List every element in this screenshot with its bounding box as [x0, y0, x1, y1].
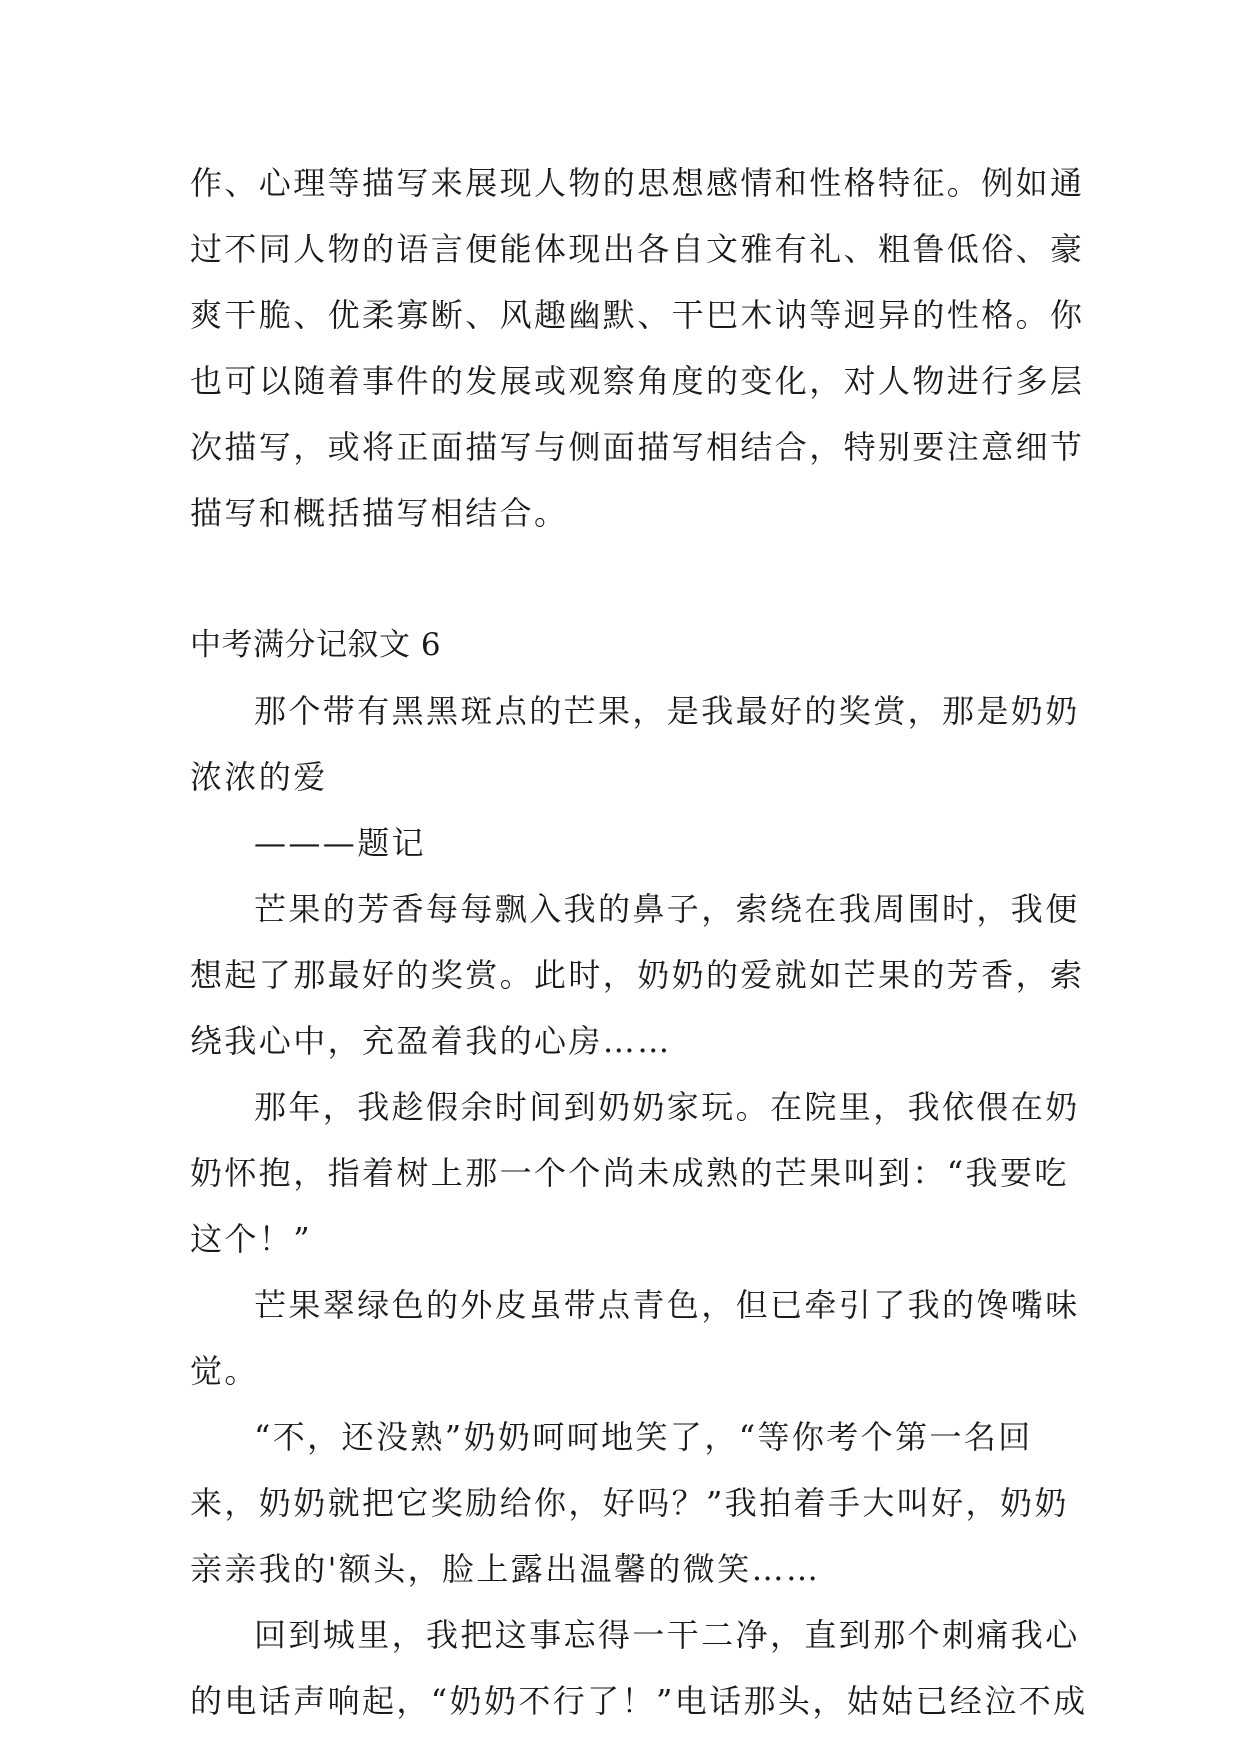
paragraph-line: 那个带有黑黑斑点的芒果，是我最好的奖赏，那是奶奶	[254, 692, 1080, 730]
document-page	[190, 150, 1088, 1734]
paragraph-line: 描写和概括描写相结合。	[190, 494, 569, 532]
paragraph-line: 亲亲我的'额头，脸上露出温馨的微笑……	[190, 1550, 821, 1588]
paragraph-line: 芒果翠绿色的外皮虽带点青色，但已牵引了我的馋嘴味	[254, 1286, 1080, 1324]
paragraph-line: 觉。	[190, 1352, 259, 1390]
paragraph-line: 作、心理等描写来展现人物的思想感情和性格特征。例如通	[190, 164, 1085, 202]
paragraph-line: 的电话声响起，“奶奶不行了！”电话那头，姑姑已经泣不成	[190, 1682, 1088, 1720]
paragraph-line: 来，奶奶就把它奖励给你，好吗？”我拍着手大叫好，奶奶	[190, 1484, 1069, 1522]
paragraph-line: 绕我心中，充盈着我的心房……	[190, 1022, 672, 1060]
paragraph-line: 芒果的芳香每每飘入我的鼻子，索绕在我周围时，我便	[254, 890, 1080, 928]
paragraph-line: 那年，我趁假余时间到奶奶家玩。在院里，我依偎在奶	[254, 1088, 1080, 1126]
paragraph-line: 浓浓的爱	[190, 758, 328, 796]
section-gap	[190, 546, 1050, 612]
paragraph-line: 过不同人物的语言便能体现出各自文雅有礼、粗鲁低俗、豪	[190, 230, 1085, 268]
paragraph-line: 也可以随着事件的发展或观察角度的变化，对人物进行多层	[190, 362, 1085, 400]
paragraph-line: 爽干脆、优柔寡断、风趣幽默、干巴木讷等迥异的性格。你	[190, 296, 1085, 334]
paragraph-line: 次描写，或将正面描写与侧面描写相结合，特别要注意细节	[190, 428, 1085, 466]
epigraph-attribution: ———题记	[254, 824, 427, 862]
essay-title: 中考满分记叙文 6	[190, 627, 442, 663]
paragraph-line: “不，还没熟”奶奶呵呵地笑了，“等你考个第一名回	[254, 1418, 1033, 1456]
paragraph-line: 这个！”	[190, 1220, 312, 1258]
paragraph-line: 奶怀抱，指着树上那一个个尚未成熟的芒果叫到：“我要吃	[190, 1154, 1069, 1192]
paragraph-line: 回到城里，我把这事忘得一干二净，直到那个刺痛我心	[254, 1616, 1080, 1654]
paragraph-line: 想起了那最好的奖赏。此时，奶奶的爱就如芒果的芳香，索	[190, 956, 1085, 994]
